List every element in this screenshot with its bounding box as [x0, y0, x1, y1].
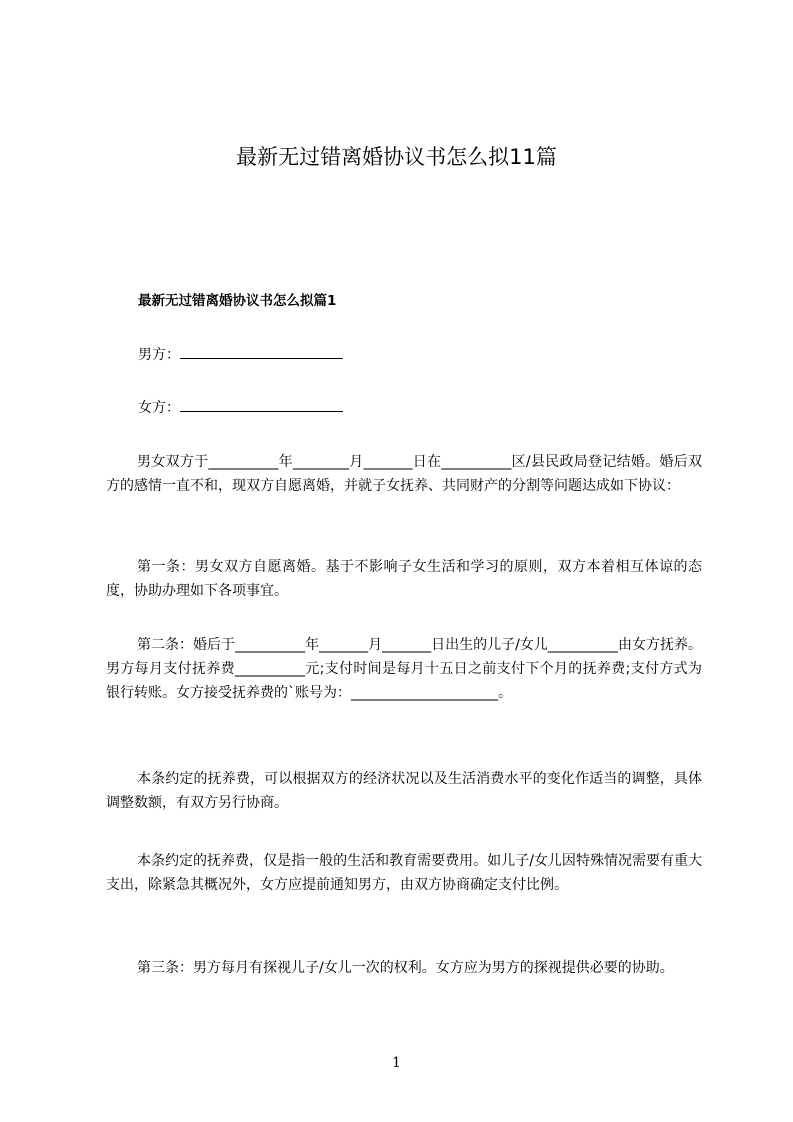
female-label: 女方：: [138, 400, 180, 416]
section-heading: 最新无过错离婚协议书怎么拟篇1: [138, 293, 337, 309]
male-blank-line: [180, 345, 343, 359]
page-number: 1: [392, 1055, 401, 1071]
paragraph-intro: 男女双方于__________年________月_______日在__________区/县民政局登记结婚。婚后双方的感情一直不和，现双方自愿离婚，并就子女抚养、共同财产的分割等问题达成如下协议：: [106, 454, 702, 494]
paragraph-article-1: 第一条：男女双方自愿离婚。基于不影响子女生活和学习的原则，双方本着相互体谅的态度，协助办理如下各项事宜。: [106, 559, 702, 599]
male-label: 男方：: [138, 347, 180, 363]
female-field: [138, 398, 343, 418]
paragraph-support-scope: 本条约定的抚养费，仅是指一般的生活和教育需要费用。如儿子/女儿因特殊情况需要有重大支出，除紧急其概况外，女方应提前通知男方，由双方协商确定支付比例。: [106, 853, 702, 893]
paragraph-support-adjustment: 本条约定的抚养费，可以根据双方的经济状况以及生活消费水平的变化作适当的调整，具体调整数额，有双方另行协商。: [106, 771, 702, 811]
paragraph-article-3: 第三条：男方每月有探视儿子/女儿一次的权利。女方应为男方的探视提供必要的协助。: [137, 960, 674, 976]
male-field: [138, 345, 343, 365]
female-blank-line: [180, 398, 343, 412]
document-title: 最新无过错离婚协议书怎么拟11篇: [236, 145, 557, 169]
paragraph-article-2: 第二条：婚后于__________年_______月_______日出生的儿子/女儿__________由女方抚养。男方每月支付抚养费__________元;支付时间是每月十五日之前支付下个月的抚养费;支付方式为银行转账。女方接受抚养费的`账号为：_____________________。: [106, 637, 702, 701]
